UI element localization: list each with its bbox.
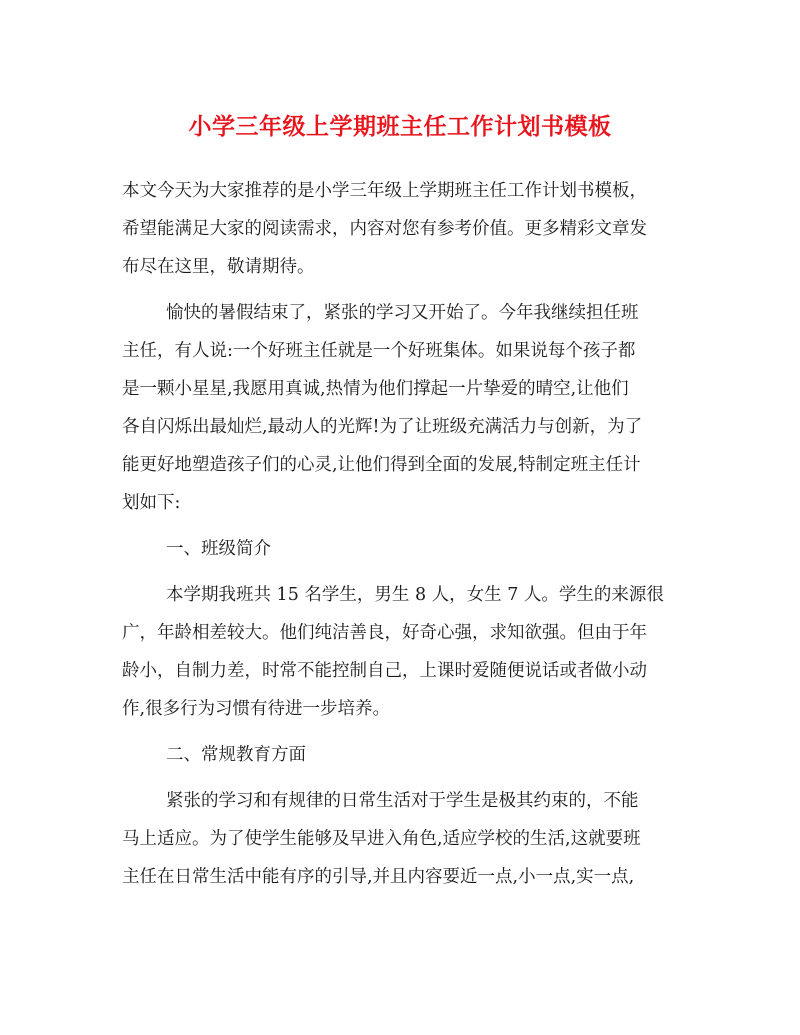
text-line: 广，年龄相差较大。他们纯洁善良，好奇心强，求知欲强。但由于年 bbox=[122, 623, 647, 643]
text-line: 作,很多行为习惯有待进一步培养。 bbox=[122, 699, 391, 719]
text-line: 布尽在这里，敬请期待。 bbox=[122, 257, 315, 277]
text-line: 能更好地塑造孩子们的心灵,让他们得到全面的发展,特制定班主任计 bbox=[122, 455, 641, 475]
text-line: 各自闪烁出最灿烂,最动人的光辉!为了让班级充满活力与创新，为了 bbox=[122, 417, 643, 437]
text-line: 愉快的暑假结束了，紧张的学习又开始了。今年我继续担任班 bbox=[166, 303, 639, 323]
text-line: 划如下: bbox=[122, 493, 181, 513]
text-line: 是一颗小星星,我愿用真诚,热情为他们撑起一片挚爱的晴空,让他们 bbox=[122, 379, 629, 399]
text-line: 马上适应。为了使学生能够及早进入角色,适应学校的生活,这就要班 bbox=[122, 829, 641, 849]
text-line: 紧张的学习和有规律的日常生活对于学生是极其约束的，不能 bbox=[166, 791, 639, 811]
text-line: 主任在日常生活中能有序的引导,并且内容要近一点,小一点,实一点, bbox=[122, 867, 635, 887]
text-line: 主任，有人说:一个好班主任就是一个好班集体。如果说每个孩子都 bbox=[122, 341, 636, 361]
document-title: 小学三年级上学期班主任工作计划书模板 bbox=[188, 113, 612, 140]
text-line: 本文今天为大家推荐的是小学三年级上学期班主任工作计划书模板， bbox=[122, 181, 647, 201]
text-line: 龄小，自制力差，时常不能控制自己，上课时爱随便说话或者做小动 bbox=[122, 661, 647, 681]
text-line: 希望能满足大家的阅读需求，内容对您有参考价值。更多精彩文章发 bbox=[122, 219, 647, 239]
section-heading: 一、班级简介 bbox=[166, 539, 271, 559]
text-line: 本学期我班共 15 名学生，男生 8 人，女生 7 人。学生的来源很 bbox=[166, 585, 664, 605]
section-heading: 二、常规教育方面 bbox=[166, 745, 306, 765]
